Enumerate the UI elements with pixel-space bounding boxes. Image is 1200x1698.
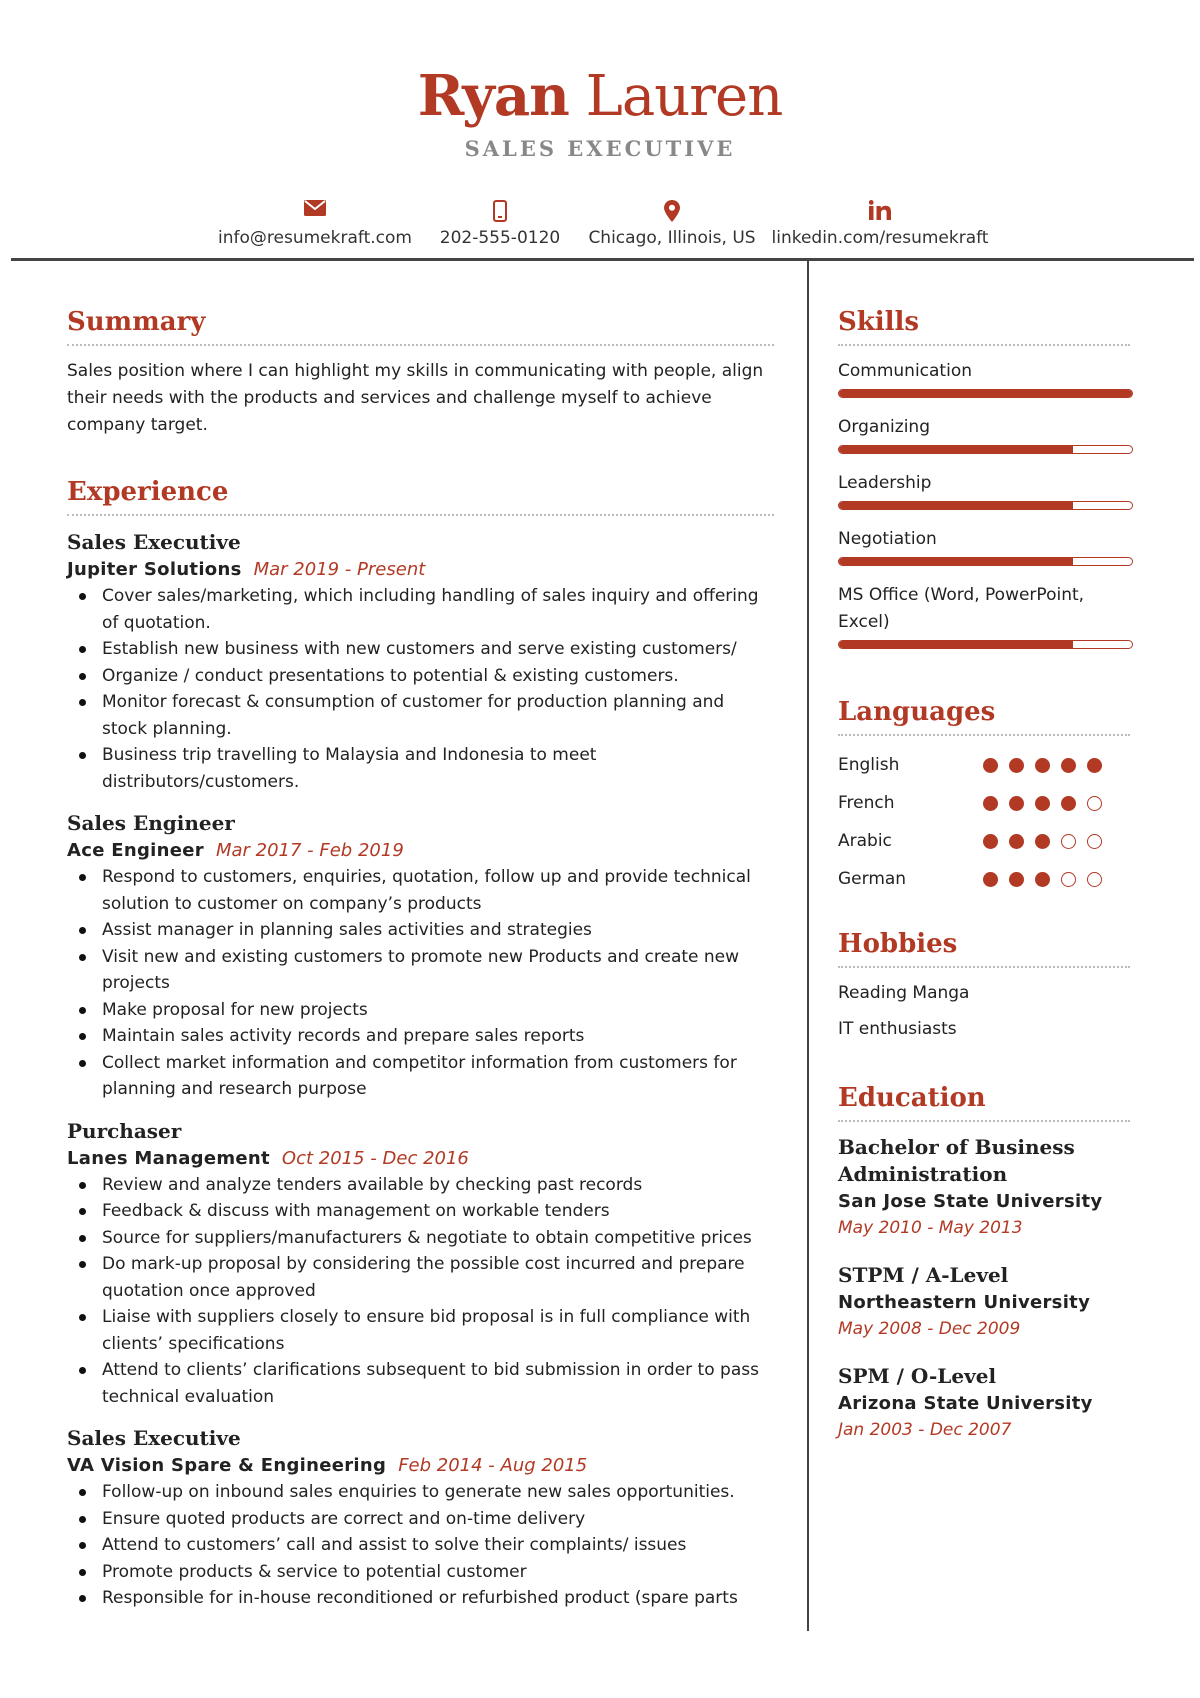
- education-section: [838, 1082, 1130, 1464]
- skill-name: Communication: [838, 361, 972, 381]
- job-bullet: Monitor forecast & consumption of customer for production planning and stock planning.: [67, 689, 774, 742]
- language-name: German: [838, 869, 907, 889]
- contact-location[interactable]: [582, 200, 762, 248]
- summary-text: Sales position where I can highlight my skills in communicating with people, align their needs with the products and services and challenge myself to achieve company target.: [67, 361, 764, 435]
- contact-email[interactable]: [210, 200, 420, 248]
- job-bullet: Attend to customers’ call and assist to solve their complaints/ issues: [67, 1532, 774, 1559]
- job-bullet: Do mark-up proposal by considering the possible cost incurred and prepare quotation once approved: [67, 1251, 774, 1304]
- job-bullet: Ensure quoted products are correct and on-time delivery: [67, 1506, 774, 1533]
- skills-title: Skills: [838, 307, 920, 337]
- level-dot-filled: [1009, 758, 1024, 773]
- education-school: Northeastern University: [838, 1292, 1091, 1313]
- skill-bar: [838, 501, 1133, 510]
- education-school: San Jose State University: [838, 1191, 1103, 1212]
- job-bullets: [67, 1172, 774, 1411]
- contact-linkedin[interactable]: [770, 200, 990, 248]
- job-bullet: Respond to customers, enquiries, quotation, follow up and provide technical solution to customer on company’s products: [67, 864, 774, 917]
- job-bullet: Cover sales/marketing, which including handling of sales inquiry and offering of quotation.: [67, 583, 774, 636]
- level-dot-filled: [1035, 796, 1050, 811]
- level-dot-filled: [1009, 872, 1024, 887]
- linkedin-icon: [770, 200, 990, 226]
- job-title: Sales Engineer: [67, 811, 235, 835]
- job-dates: Mar 2019 - Present: [253, 559, 426, 580]
- job-entry: [67, 1424, 774, 1612]
- job-company: Ace Engineer: [67, 840, 204, 861]
- mobile-phone-icon: [425, 200, 575, 226]
- education-dates: May 2010 - May 2013: [838, 1218, 1023, 1238]
- job-company-line: [67, 556, 774, 583]
- level-dot-empty: [1087, 872, 1102, 887]
- job-bullet: Collect market information and competitor information from customers for planning and research purpose: [67, 1050, 774, 1103]
- level-dot-empty: [1087, 834, 1102, 849]
- job-bullet: Feedback & discuss with management on workable tenders: [67, 1198, 774, 1225]
- job-company: Lanes Management: [67, 1147, 270, 1169]
- education-title: Education: [838, 1083, 986, 1113]
- summary-title: Summary: [67, 307, 206, 337]
- job-dates: Feb 2014 - Aug 2015: [398, 1455, 588, 1476]
- contact-email-text: info@resumekraft.com: [218, 228, 412, 248]
- skill-bar-fill: [839, 502, 1073, 509]
- job-title: Sales Executive: [67, 530, 241, 554]
- language-item: [838, 862, 1130, 900]
- language-item: [838, 786, 1130, 824]
- level-dot-empty: [1061, 834, 1076, 849]
- level-dot-filled: [983, 796, 998, 811]
- language-name: English: [838, 755, 900, 775]
- job-bullet: Review and analyze tenders available by checking past records: [67, 1172, 774, 1199]
- hobbies-divider: [838, 966, 1130, 968]
- skill-item: [838, 582, 1130, 649]
- level-dot-filled: [1035, 834, 1050, 849]
- education-item: [838, 1363, 1130, 1444]
- envelope-icon: [210, 200, 420, 226]
- job-company-line: [67, 837, 774, 864]
- job-bullet: Follow-up on inbound sales enquiries to generate new sales opportunities.: [67, 1479, 774, 1506]
- last-name: Lauren: [585, 64, 783, 129]
- summary-divider: [67, 344, 774, 346]
- education-degree: Bachelor of Business Administration: [838, 1135, 1075, 1186]
- job-bullet: Liaise with suppliers closely to ensure bid proposal is in full compliance with clients’ specifications: [67, 1304, 774, 1357]
- job-entry: [67, 528, 774, 795]
- skill-item: [838, 526, 1130, 566]
- level-dot-filled: [1087, 758, 1102, 773]
- skill-bar: [838, 445, 1133, 454]
- job-entry: [67, 809, 774, 1103]
- contact-linkedin-text: linkedin.com/resumekraft: [771, 228, 989, 248]
- level-dot-empty: [1087, 796, 1102, 811]
- job-dates: Oct 2015 - Dec 2016: [281, 1147, 469, 1169]
- skill-bar-fill: [839, 446, 1073, 453]
- level-dot-filled: [983, 834, 998, 849]
- job-bullet: Make proposal for new projects: [67, 997, 774, 1024]
- languages-title: Languages: [838, 697, 996, 727]
- skill-bar: [838, 557, 1133, 566]
- language-item: [838, 748, 1130, 786]
- skill-name: MS Office (Word, PowerPoint, Excel): [838, 585, 1085, 632]
- job-bullet: Organize / conduct presentations to potential & existing customers.: [67, 663, 774, 690]
- language-name: Arabic: [838, 831, 892, 851]
- skill-name: Organizing: [838, 417, 930, 437]
- job-bullet: Promote products & service to potential customer: [67, 1559, 774, 1586]
- experience-section: [67, 476, 774, 1626]
- first-name: Ryan: [417, 63, 569, 129]
- skill-bar: [838, 389, 1133, 398]
- job-bullet: Assist manager in planning sales activities and strategies: [67, 917, 774, 944]
- level-dot-filled: [1035, 872, 1050, 887]
- job-entry: [67, 1117, 774, 1411]
- language-level: [983, 872, 1113, 890]
- header-divider: [11, 258, 1194, 261]
- job-bullet: Source for suppliers/manufacturers & negotiate to obtain competitive prices: [67, 1225, 774, 1252]
- job-dates: Mar 2017 - Feb 2019: [215, 840, 404, 861]
- education-dates: May 2008 - Dec 2009: [838, 1319, 1021, 1339]
- education-degree: SPM / O-Level: [838, 1364, 997, 1388]
- job-bullet: Attend to clients’ clarifications subsequent to bid submission in order to pass technical evaluation: [67, 1357, 774, 1410]
- language-level: [983, 758, 1113, 776]
- job-bullet: Maintain sales activity records and prepare sales reports: [67, 1023, 774, 1050]
- job-bullet: Responsible for in-house reconditioned or refurbished product (spare parts: [67, 1585, 774, 1612]
- skill-item: [838, 470, 1130, 510]
- hobby-item: IT enthusiasts: [838, 1019, 957, 1039]
- level-dot-filled: [983, 872, 998, 887]
- skill-bar: [838, 640, 1133, 649]
- language-item: [838, 824, 1130, 862]
- education-divider: [838, 1120, 1130, 1122]
- skill-item: [838, 414, 1130, 454]
- level-dot-filled: [1061, 758, 1076, 773]
- hobbies-section: [838, 928, 1130, 1052]
- education-school: Arizona State University: [838, 1393, 1093, 1414]
- level-dot-filled: [1061, 796, 1076, 811]
- contact-phone[interactable]: [425, 200, 575, 248]
- experience-divider: [67, 514, 774, 516]
- level-dot-filled: [983, 758, 998, 773]
- job-bullet: Business trip travelling to Malaysia and Indonesia to meet distributors/customers.: [67, 742, 774, 795]
- job-title: Sales Executive: [67, 1426, 241, 1450]
- skill-bar-fill: [839, 641, 1073, 648]
- education-item: [838, 1134, 1130, 1242]
- skill-bar-fill: [839, 390, 1132, 397]
- education-item: [838, 1262, 1130, 1343]
- skills-section: [838, 306, 1130, 665]
- hobby-item: Reading Manga: [838, 983, 970, 1003]
- job-bullets: [67, 864, 774, 1103]
- education-degree: STPM / A-Level: [838, 1263, 1009, 1287]
- level-dot-empty: [1061, 872, 1076, 887]
- language-level: [983, 834, 1113, 852]
- skill-item: [838, 358, 1130, 398]
- skill-bar-fill: [839, 558, 1073, 565]
- contact-phone-text: 202-555-0120: [439, 228, 561, 248]
- languages-divider: [838, 734, 1130, 736]
- job-bullets: [67, 1479, 774, 1612]
- contact-location-text: Chicago, Illinois, US: [588, 228, 756, 248]
- skill-name: Negotiation: [838, 529, 937, 549]
- job-company: VA Vision Spare & Engineering: [67, 1455, 387, 1476]
- job-company-line: [67, 1145, 774, 1172]
- education-dates: Jan 2003 - Dec 2007: [838, 1420, 1012, 1440]
- column-divider: [807, 261, 809, 1631]
- level-dot-filled: [1009, 796, 1024, 811]
- location-pin-icon: [582, 200, 762, 226]
- skills-divider: [838, 344, 1130, 346]
- languages-section: [838, 696, 1130, 900]
- summary-section: [67, 306, 774, 439]
- job-role: SALES EXECUTIVE: [464, 136, 736, 161]
- job-company: Jupiter Solutions: [67, 559, 242, 580]
- job-bullet: Visit new and existing customers to promote new Products and create new projects: [67, 944, 774, 997]
- candidate-name: [0, 62, 1200, 131]
- language-name: French: [838, 793, 895, 813]
- experience-title: Experience: [67, 477, 229, 507]
- language-level: [983, 796, 1113, 814]
- level-dot-filled: [1035, 758, 1050, 773]
- job-bullet: Establish new business with new customers and serve existing customers/: [67, 636, 774, 663]
- hobbies-title: Hobbies: [838, 929, 958, 959]
- job-bullets: [67, 583, 774, 795]
- skill-name: Leadership: [838, 473, 932, 493]
- job-company-line: [67, 1452, 774, 1479]
- level-dot-filled: [1009, 834, 1024, 849]
- job-title: Purchaser: [67, 1118, 182, 1143]
